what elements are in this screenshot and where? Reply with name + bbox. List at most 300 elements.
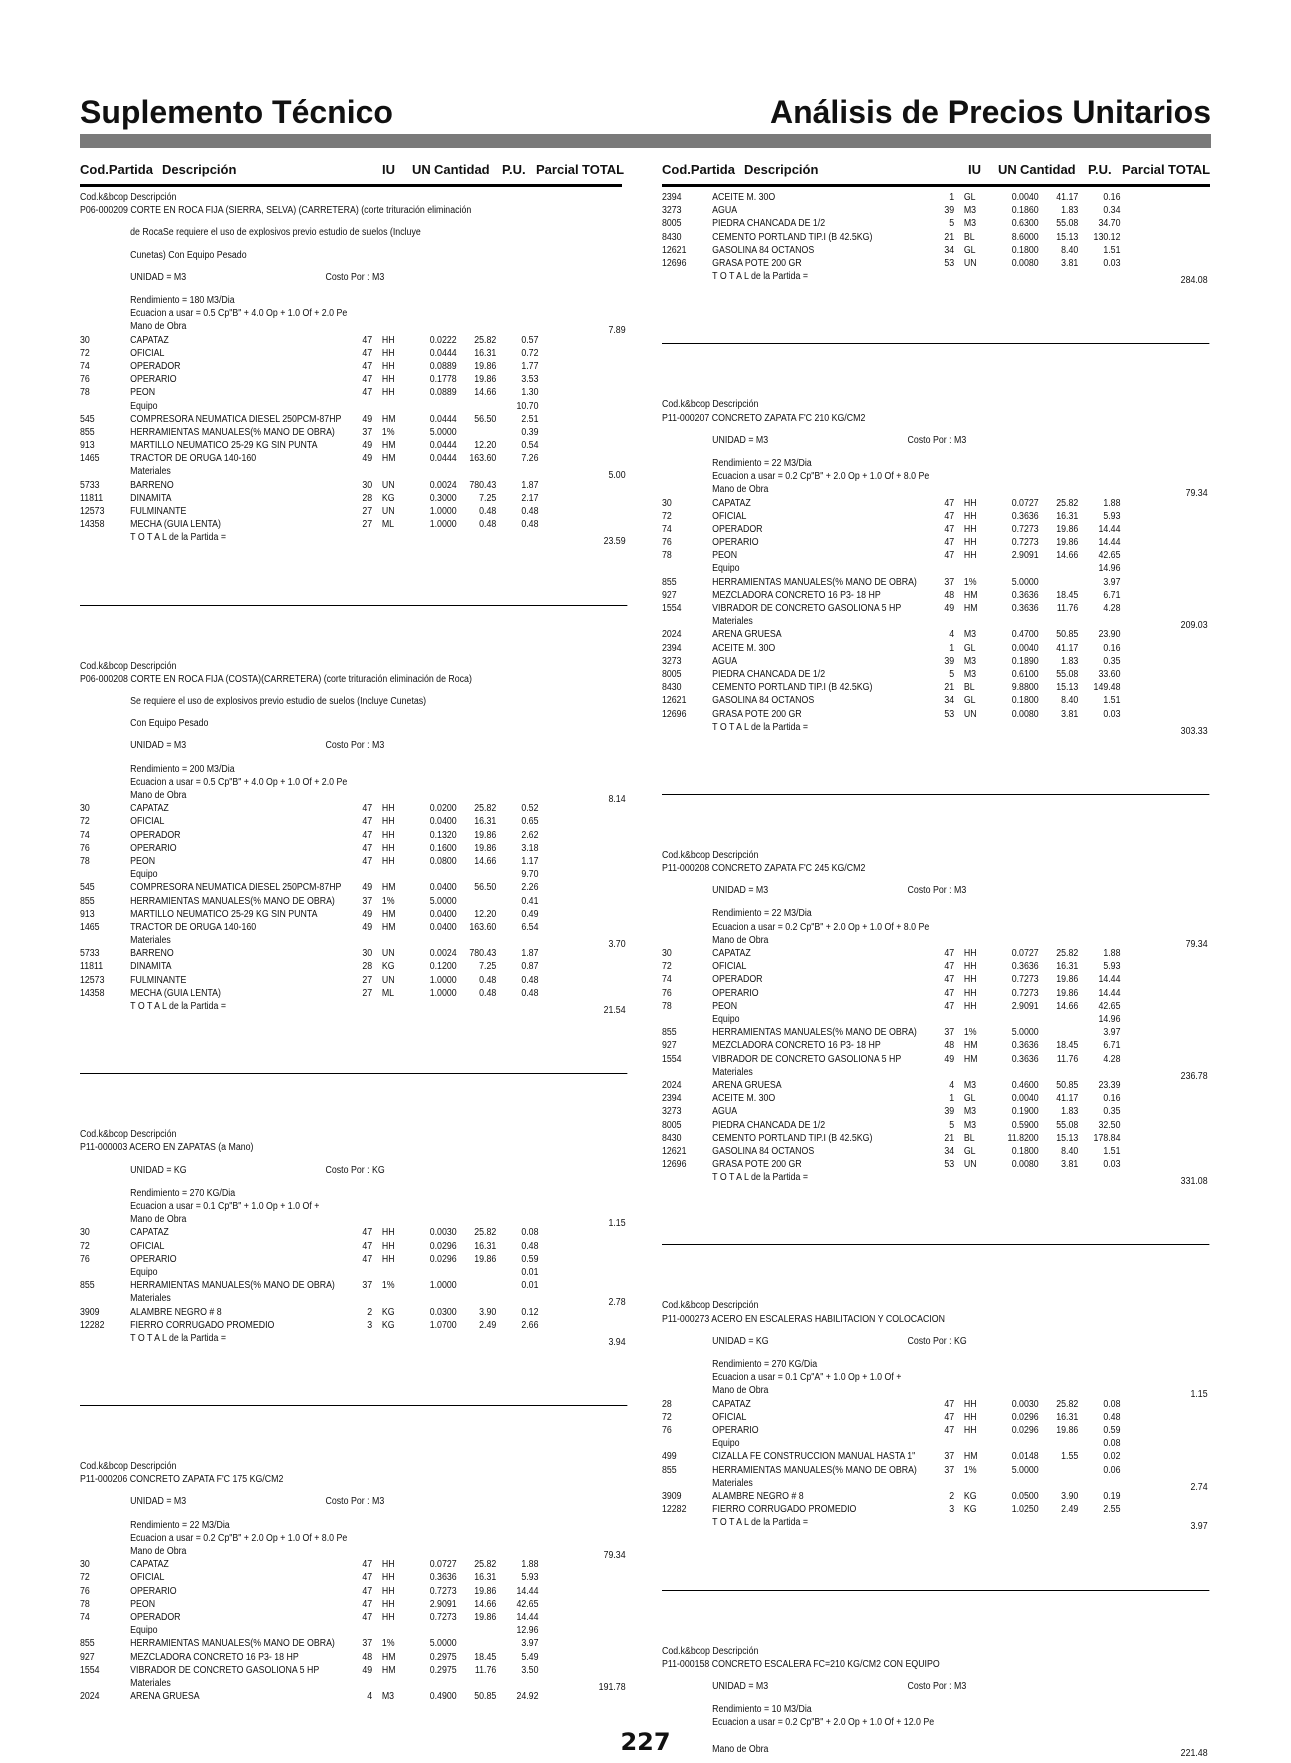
un-cell: 1% [381,1280,395,1292]
iu-cell: 47 [944,1000,955,1012]
col-parcial-label: Parcial [1122,162,1165,177]
desc-cell: MEZCLADORA CONCRETO 16 P3- 18 HP [712,589,881,601]
table-row [80,947,627,960]
un-cell: GL [963,244,976,256]
col-un-label: UN [412,162,431,177]
costo-label: Costo Por : KG [325,1164,385,1176]
iu-cell: 47 [362,360,373,372]
table-row [662,1503,1209,1516]
ecuacion-line: Ecuacion a usar = 0.2 Cp"B" + 2.0 Op + 1.0 Of + 8.0 Pe [712,471,930,483]
cod-cell: 12282 [80,1319,105,1331]
desc-cell: OFICIAL [712,1411,747,1423]
table-row [80,400,627,413]
table-row [662,708,1209,721]
parcial-cell: 14.44 [516,1585,539,1597]
table-row [662,1105,1209,1118]
partida-header-line: P11-000158 CONCRETO ESCALERA FC=210 KG/CM2 CON EQUIPO [662,1658,940,1670]
parcial-cell: 0.08 [1103,1438,1121,1450]
desc-cell: OPERARIO [712,987,759,999]
cod-cell: 499 [662,1451,677,1463]
iu-cell: 2 [367,1306,373,1318]
table-row [662,1477,1209,1493]
desc-cell: ALAMBRE NEGRO # 8 [130,1306,222,1318]
parcial-cell: 24.92 [516,1691,539,1703]
total-cell: 3.70 [608,939,626,951]
parcial-cell: 1.30 [521,387,539,399]
table-row [662,1092,1209,1105]
pu-cell: 25.82 [474,1559,497,1571]
total-cell: 23.59 [603,536,626,548]
iu-cell: 47 [362,1240,373,1252]
iu-cell: 53 [944,1159,955,1171]
pu-cell: 25.82 [474,803,497,815]
desc-cell: Materiales [130,466,171,478]
pu-cell: 15.13 [1056,1132,1079,1144]
parcial-cell: 1.51 [1103,244,1121,256]
parcial-cell: 0.72 [521,347,539,359]
table-row [80,465,627,482]
desc-cell: ARENA GRUESA [712,629,782,641]
desc-cell: PEON [712,550,738,562]
desc-cell: Mano de Obra [130,321,187,333]
cantidad-cell: 0.0200 [429,803,457,815]
cantidad-cell: 0.7273 [1011,974,1039,986]
iu-cell: 37 [362,895,373,907]
cantidad-cell: 0.2975 [429,1651,457,1663]
cantidad-cell: 0.7273 [429,1585,457,1597]
unit-line [662,884,1209,897]
un-cell: HH [963,537,977,549]
desc-cell: CAPATAZ [130,1227,169,1239]
un-cell: HM [381,908,396,920]
cantidad-cell: 0.0444 [429,453,457,465]
total-cell: 1.15 [1190,1389,1208,1401]
un-cell: GL [963,1145,976,1157]
iu-cell: 47 [944,974,955,986]
pu-cell: 15.13 [1056,231,1079,243]
col-total-label: TOTAL [582,162,625,177]
cantidad-cell: 0.0400 [429,921,457,933]
cod-cell: 74 [662,974,672,986]
table-row [662,244,1209,257]
cantidad-cell: 0.1800 [1011,1145,1039,1157]
cantidad-cell: 0.1800 [1011,244,1039,256]
cod-cell: 76 [80,842,90,854]
cantidad-cell: 0.0889 [429,360,457,372]
un-cell: HM [963,589,978,601]
desc-cell: OPERARIO [712,1425,759,1436]
desc-cell: Equipo [130,400,158,412]
cod-cell: 3909 [80,1306,100,1318]
ecuacion-line: Ecuacion a usar = 0.5 Cp"B" + 4.0 Op + 1.0 Of + 2.0 Pe [130,308,348,320]
pu-cell: 41.17 [1056,1093,1079,1105]
pu-cell: 11.76 [1056,1053,1079,1065]
desc-cell: ACEITE M. 30O [712,1093,776,1105]
rendimiento-line: Rendimiento = 22 M3/Dia [712,908,812,920]
cantidad-cell: 1.0000 [429,1280,457,1292]
parcial-cell: 0.49 [521,908,539,920]
partida-header-line: P06-000209 CORTE EN ROCA FIJA (SIERRA, SELVA) (CARRETERA) (corte trituración eliminación [80,205,472,217]
un-cell: HH [381,1585,395,1597]
un-cell: HH [963,1425,977,1436]
pu-cell: 19.86 [1056,523,1079,535]
cantidad-cell: 5.0000 [1011,1464,1039,1476]
table-row [80,479,627,492]
cod-cell: 72 [80,1240,90,1252]
cantidad-cell: 8.6000 [1011,231,1039,243]
col-iu-label: IU [382,162,395,177]
un-cell: BL [963,682,975,694]
total-cell: 7.89 [608,325,626,337]
table-row [80,373,627,386]
cod-cell: 855 [80,895,95,907]
table-row [662,497,1209,510]
desc-cell: CAPATAZ [712,497,751,509]
parcial-cell: 6.54 [521,921,539,933]
cantidad-cell: 0.3636 [1011,961,1039,973]
cod-cell: 3273 [662,655,682,667]
desc-cell: GASOLINA 84 OCTANOS [712,695,815,707]
cod-cell: 76 [80,1253,90,1265]
col-parcial-label: Parcial [536,162,579,177]
spacer [80,1509,627,1519]
un-cell: M3 [963,629,977,641]
header-bar [80,134,1211,148]
partida-entry [80,1460,627,1703]
un-cell: HH [963,974,977,986]
cod-cell: 76 [662,987,672,999]
cod-cell: 12696 [662,257,687,269]
entry-separator [662,343,1209,344]
pu-cell: 19.86 [474,842,497,854]
total-cell: 331.08 [1180,1176,1208,1188]
cantidad-cell: 2.9091 [1011,1000,1039,1012]
total-cell: 79.34 [1185,938,1208,950]
partida-header-line: Cod.k&bcop Descripción [80,1129,177,1141]
unidad-label: UNIDAD = KG [130,1164,187,1176]
cantidad-cell: 0.1778 [429,374,457,386]
cantidad-cell: 0.0024 [429,479,457,491]
un-cell: HH [381,842,395,854]
table-row [80,802,627,815]
pu-cell: 19.86 [1056,987,1079,999]
pu-cell: 0.48 [479,506,497,518]
pu-cell: 0.48 [479,974,497,986]
unit-line [80,271,627,284]
desc-cell: OPERADOR [712,523,763,535]
table-row [662,510,1209,523]
table-row [662,257,1209,270]
un-cell: UN [963,708,977,720]
partida-entry [662,398,1209,737]
desc-cell: OPERADOR [130,829,181,841]
cod-cell: 855 [80,426,95,438]
cantidad-cell: 0.1200 [429,961,457,973]
iu-cell: 30 [362,948,373,960]
un-cell: 1% [381,426,395,438]
iu-cell: 48 [362,1651,373,1663]
table-row [80,1279,627,1292]
un-cell: HH [381,1240,395,1252]
cod-cell: 3273 [662,205,682,217]
table-row [662,694,1209,707]
cantidad-cell: 0.1600 [429,842,457,854]
partida-header-line: Cod.k&bcop Descripción [662,1300,759,1312]
desc-cell: HERRAMIENTAS MANUALES(% MANO DE OBRA) [130,1638,335,1650]
pu-cell: 16.31 [474,347,497,359]
parcial-cell: 0.41 [521,895,539,907]
table-row [662,1066,1209,1082]
un-cell: HH [381,347,395,359]
parcial-cell: 0.03 [1103,1159,1121,1171]
parcial-cell: 1.51 [1103,1145,1121,1157]
un-cell: HH [381,829,395,841]
cantidad-cell: 5.0000 [429,426,457,438]
cantidad-cell: 1.0000 [429,974,457,986]
cantidad-cell: 0.0040 [1011,642,1039,654]
iu-cell: 49 [944,1053,955,1065]
parcial-cell: 7.26 [521,453,539,465]
iu-cell: 37 [944,1027,955,1039]
costo-label: Costo Por : M3 [907,885,967,897]
desc-cell: COMPRESORA NEUMATICA DIESEL 250PCM-87HP [130,882,342,894]
iu-cell: 49 [362,440,373,452]
pu-cell: 14.66 [474,387,497,399]
cod-cell: 8430 [662,682,682,694]
cantidad-cell: 0.4900 [429,1691,457,1703]
table-row [662,642,1209,655]
table-row [80,1292,627,1309]
desc-cell: TRACTOR DE ORUGA 140-160 [130,453,257,465]
parcial-cell: 149.48 [1093,682,1121,694]
pu-cell: 3.90 [1061,1490,1079,1502]
pu-cell: 12.20 [474,440,497,452]
table-row [662,483,1209,500]
parcial-cell: 5.93 [1103,961,1121,973]
parcial-cell: 3.53 [521,374,539,386]
parcial-cell: 2.55 [1103,1504,1121,1516]
cantidad-cell: 0.0300 [429,1306,457,1318]
parcial-cell: 0.59 [521,1253,539,1265]
entry-separator [662,1244,1209,1245]
unit-line [80,739,627,752]
table-row [662,204,1209,217]
un-cell: HH [381,1598,395,1610]
total-cell: 5.00 [608,470,626,482]
iu-cell: 27 [362,987,373,999]
table-row [80,1319,627,1332]
cantidad-cell: 0.0040 [1011,192,1039,203]
parcial-cell: 0.48 [521,1240,539,1252]
iu-cell: 39 [944,655,955,667]
pu-cell: 25.82 [474,334,497,346]
un-cell: HH [963,987,977,999]
iu-cell: 1 [949,192,955,203]
cod-cell: 8005 [662,1119,682,1131]
cod-cell: 30 [80,1227,90,1239]
un-cell: KG [963,1490,977,1502]
total-cell: 221.48 [1180,1747,1208,1759]
pu-cell: 50.85 [1056,629,1079,641]
parcial-cell: 2.26 [521,882,539,894]
iu-cell: 4 [367,1691,373,1703]
pu-cell: 16.31 [1056,961,1079,973]
parcial-cell: 34.70 [1098,218,1121,230]
iu-cell: 21 [944,1132,955,1144]
cod-cell: 545 [80,413,95,425]
parcial-cell: 2.17 [521,492,539,504]
iu-cell: 47 [944,550,955,562]
parcial-cell: 0.59 [1103,1425,1121,1436]
parcial-cell: 0.48 [521,974,539,986]
cod-cell: 1465 [80,921,100,933]
desc-cell: Mano de Obra [130,790,187,801]
iu-cell: 49 [944,603,955,614]
parcial-cell: 4.28 [1103,1053,1121,1065]
parcial-cell: 1.87 [521,948,539,960]
un-cell: HM [963,1040,978,1052]
table-row [80,1664,627,1677]
partida-header-line: Cod.k&bcop Descripción [80,1461,177,1473]
desc-cell: AGUA [712,205,738,217]
table-row [80,1213,627,1230]
desc-cell: PIEDRA CHANCADA DE 1/2 [712,1119,826,1131]
desc-cell: Materiales [130,1677,171,1689]
table-row [662,270,1209,287]
parcial-cell: 0.48 [521,506,539,518]
desc-cell: ACEITE M. 30O [712,642,776,654]
partida-description-line: Se requiere el uso de explosivos previo estudio de suelos (Incluye Cunetas) [130,696,427,707]
pu-cell: 50.85 [1056,1079,1079,1091]
desc-cell: HERRAMIENTAS MANUALES(% MANO DE OBRA) [130,1280,335,1292]
iu-cell: 47 [362,347,373,359]
pu-cell: 19.86 [1056,974,1079,986]
un-cell: HH [963,1000,977,1012]
un-cell: 1% [963,1464,977,1476]
ecuacion-line: Ecuacion a usar = 0.2 Cp"B" + 2.0 Op + 1.0 Of + 8.0 Pe [712,921,930,933]
table-row [662,973,1209,986]
column-header-left [80,162,625,187]
un-cell: M3 [963,668,977,680]
desc-cell: DINAMITA [130,492,172,504]
cod-cell: 12696 [662,708,687,720]
un-cell: 1% [381,895,395,907]
pu-cell: 163.60 [469,453,497,465]
iu-cell: 49 [362,921,373,933]
desc-cell: MECHA (GUIA LENTA) [130,519,221,531]
iu-cell: 53 [944,257,955,269]
cantidad-cell: 0.0727 [429,1559,457,1571]
spacer [662,1348,1209,1358]
table-row [80,908,627,921]
table-row [662,655,1209,668]
desc-cell: CIZALLA FE CONSTRUCCION MANUAL HASTA 1" [712,1451,916,1463]
desc-cell: T O T A L de la Partida = [712,271,808,283]
cantidad-cell: 0.0024 [429,948,457,960]
parcial-cell: 178.84 [1093,1132,1121,1144]
parcial-cell: 10.70 [516,400,539,412]
iu-cell: 47 [944,523,955,535]
table-row [80,1000,627,1016]
un-cell: HM [381,882,396,894]
cod-cell: 8430 [662,1132,682,1144]
cantidad-cell: 11.8200 [1007,1132,1039,1144]
table-row [662,1079,1209,1092]
cantidad-cell: 0.0727 [1011,948,1039,960]
table-row [662,1450,1209,1463]
parcial-cell: 0.48 [521,987,539,999]
col-cant-label: Cantidad [434,162,490,177]
table-row [662,1119,1209,1132]
cantidad-cell: 5.0000 [429,1638,457,1650]
unit-line [662,1335,1209,1348]
desc-cell: ARENA GRUESA [712,1079,782,1091]
desc-cell: ACEITE M. 30O [712,192,776,203]
cantidad-cell: 0.3636 [1011,1053,1039,1065]
desc-cell: Mano de Obra [130,1546,187,1558]
table-row [662,562,1209,575]
desc-cell: OPERADOR [712,974,763,986]
cantidad-cell: 1.0000 [429,519,457,531]
table-row [80,1332,627,1348]
page-number: 227 [620,1728,671,1756]
cantidad-cell: 2.9091 [1011,550,1039,562]
pu-cell: 50.85 [474,1691,497,1703]
iu-cell: 49 [362,413,373,425]
table-row [662,1384,1209,1401]
pu-cell: 19.86 [474,1585,497,1597]
table-row [662,1490,1209,1503]
un-cell: HM [381,921,396,933]
cod-cell: 8005 [662,668,682,680]
table-row [662,602,1209,615]
iu-cell: 47 [362,1559,373,1571]
un-cell: KG [381,1319,395,1331]
parcial-cell: 32.50 [1098,1119,1121,1131]
un-cell: HH [963,1411,977,1423]
pu-cell: 14.66 [1056,1000,1079,1012]
partida-header-line: P11-000003 ACERO EN ZAPATAS (a Mano) [80,1142,254,1154]
desc-cell: CAPATAZ [130,334,169,346]
cod-cell: 72 [662,961,672,973]
cod-cell: 30 [662,948,672,960]
col-pu-label: P.U. [502,162,526,177]
cod-cell: 76 [80,374,90,386]
cod-cell: 78 [80,855,90,867]
cod-cell: 14358 [80,519,105,531]
desc-cell: PIEDRA CHANCADA DE 1/2 [712,668,826,680]
table-row [80,1306,627,1319]
desc-cell: PEON [130,1598,156,1610]
cod-cell: 30 [80,334,90,346]
iu-cell: 1 [949,1093,955,1105]
desc-cell: Mano de Obra [130,1214,187,1226]
un-cell: HM [381,1664,396,1676]
cod-cell: 72 [80,347,90,359]
un-cell: KG [381,961,395,973]
iu-cell: 27 [362,974,373,986]
desc-cell: CAPATAZ [130,1559,169,1571]
parcial-cell: 3.97 [1103,1027,1121,1039]
desc-cell: OFICIAL [712,961,747,973]
partida-header-line: P06-000208 CORTE EN ROCA FIJA (COSTA)(CARRETERA) (corte trituración eliminación de Roca) [80,673,472,685]
pu-cell: 25.82 [1056,497,1079,509]
cantidad-cell: 0.1800 [1011,695,1039,707]
spacer [80,1177,627,1187]
desc-cell: CEMENTO PORTLAND TIP.I (B 42.5KG) [712,682,873,694]
cod-cell: 72 [80,816,90,828]
pu-cell: 16.31 [474,1572,497,1584]
